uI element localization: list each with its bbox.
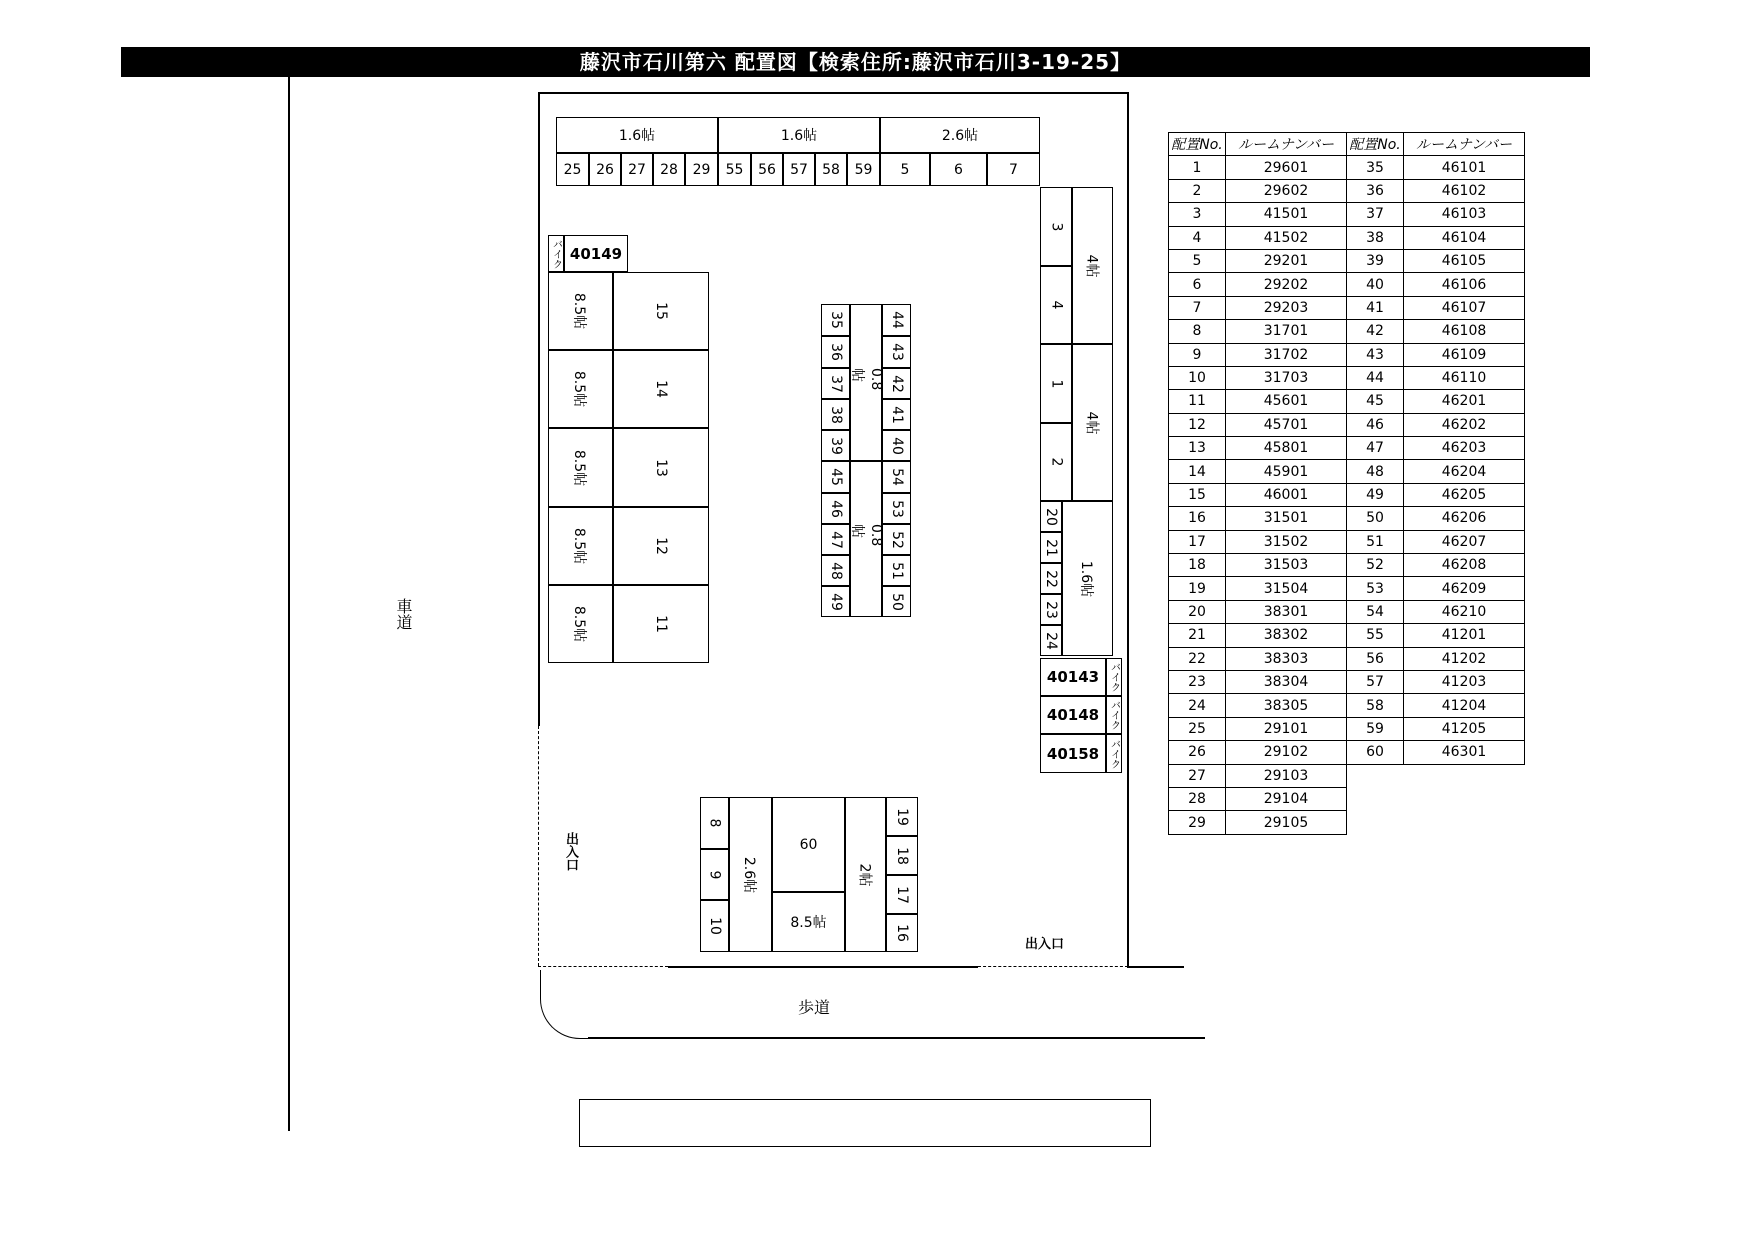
placement-no-cell: 10 bbox=[1169, 366, 1226, 389]
placement-no-cell: 11 bbox=[1169, 390, 1226, 413]
right-group-1-size: 4帖 bbox=[1072, 187, 1113, 344]
table-row bbox=[1169, 437, 1525, 460]
room-number-cell: 46106 bbox=[1404, 273, 1525, 296]
table-row bbox=[1169, 390, 1525, 413]
room-number-cell bbox=[1404, 764, 1525, 787]
bike-label-3: バイク bbox=[1106, 734, 1122, 773]
room-number-cell: 46203 bbox=[1404, 437, 1525, 460]
room-number-cell: 41204 bbox=[1404, 694, 1525, 717]
unit-1: 1 bbox=[1040, 344, 1072, 423]
room-number-cell: 29105 bbox=[1226, 811, 1347, 834]
room-number-cell: 38302 bbox=[1226, 624, 1347, 647]
table-row bbox=[1169, 764, 1525, 787]
placement-no-cell: 46 bbox=[1347, 413, 1404, 436]
table-row bbox=[1169, 811, 1525, 834]
room-number-cell: 46110 bbox=[1404, 366, 1525, 389]
table-row bbox=[1169, 670, 1525, 693]
bike-40143: 40143 bbox=[1040, 658, 1106, 696]
placement-no-cell: 7 bbox=[1169, 296, 1226, 319]
placement-no-cell: 56 bbox=[1347, 647, 1404, 670]
room-number-cell: 38304 bbox=[1226, 670, 1347, 693]
unit-28: 28 bbox=[653, 153, 685, 186]
table-row bbox=[1169, 554, 1525, 577]
table-row bbox=[1169, 226, 1525, 249]
room-number-cell: 46104 bbox=[1404, 226, 1525, 249]
unit-7: 7 bbox=[987, 153, 1040, 186]
unit-40: 40 bbox=[882, 430, 911, 461]
unit-41: 41 bbox=[882, 399, 911, 430]
room-number-cell bbox=[1404, 787, 1525, 810]
placement-no-cell: 4 bbox=[1169, 226, 1226, 249]
placement-no-cell: 12 bbox=[1169, 413, 1226, 436]
room-number-cell: 45701 bbox=[1226, 413, 1347, 436]
unit-36: 36 bbox=[821, 336, 850, 368]
placement-no-cell: 3 bbox=[1169, 203, 1226, 226]
placement-no-cell: 53 bbox=[1347, 577, 1404, 600]
bike-label-1: バイク bbox=[1106, 658, 1122, 696]
table-row bbox=[1169, 741, 1525, 764]
room-number-cell: 31703 bbox=[1226, 366, 1347, 389]
left-size-5: 8.5帖 bbox=[548, 585, 613, 663]
site-bottom-line bbox=[668, 966, 978, 968]
header-room-1: ルームナンバー bbox=[1226, 133, 1347, 156]
placement-no-cell: 18 bbox=[1169, 554, 1226, 577]
room-number-cell: 46001 bbox=[1226, 483, 1347, 506]
room-number-cell: 31502 bbox=[1226, 530, 1347, 553]
room-number-cell: 46107 bbox=[1404, 296, 1525, 319]
room-number-cell: 46201 bbox=[1404, 390, 1525, 413]
room-number-cell: 45601 bbox=[1226, 390, 1347, 413]
unit-57: 57 bbox=[783, 153, 815, 186]
table-row bbox=[1169, 787, 1525, 810]
room-number-cell bbox=[1404, 811, 1525, 834]
unit-3: 3 bbox=[1040, 187, 1072, 266]
unit-11: 11 bbox=[613, 585, 709, 663]
bike-label-left: バイク bbox=[548, 235, 564, 272]
room-number-cell: 41502 bbox=[1226, 226, 1347, 249]
table-row bbox=[1169, 624, 1525, 647]
unit-45: 45 bbox=[821, 461, 850, 493]
room-number-cell: 46204 bbox=[1404, 460, 1525, 483]
unit-43: 43 bbox=[882, 336, 911, 368]
unit-22: 22 bbox=[1040, 563, 1062, 594]
room-number-cell: 31503 bbox=[1226, 554, 1347, 577]
room-number-cell: 41202 bbox=[1404, 647, 1525, 670]
room-number-cell: 31501 bbox=[1226, 507, 1347, 530]
unit-49: 49 bbox=[821, 586, 850, 617]
placement-no-cell: 9 bbox=[1169, 343, 1226, 366]
placement-no-cell: 2 bbox=[1169, 179, 1226, 202]
room-number-cell: 41501 bbox=[1226, 203, 1347, 226]
placement-no-cell: 43 bbox=[1347, 343, 1404, 366]
room-number-cell: 41201 bbox=[1404, 624, 1525, 647]
unit-48: 48 bbox=[821, 555, 850, 586]
placement-no-cell: 39 bbox=[1347, 249, 1404, 272]
bike-40158: 40158 bbox=[1040, 734, 1106, 773]
unit-51: 51 bbox=[882, 555, 911, 586]
room-number-cell: 46205 bbox=[1404, 483, 1525, 506]
entrance-bottom: 出入口 bbox=[1025, 937, 1065, 952]
placement-no-cell: 51 bbox=[1347, 530, 1404, 553]
left-block bbox=[548, 272, 709, 663]
placement-no-cell bbox=[1347, 811, 1404, 834]
room-number-cell: 46207 bbox=[1404, 530, 1525, 553]
placement-no-cell: 59 bbox=[1347, 717, 1404, 740]
table-row bbox=[1169, 203, 1525, 226]
placement-no-cell: 49 bbox=[1347, 483, 1404, 506]
room-number-cell: 41205 bbox=[1404, 717, 1525, 740]
room-number-cell: 46102 bbox=[1404, 179, 1525, 202]
unit-44: 44 bbox=[882, 304, 911, 336]
blank-box bbox=[579, 1099, 1151, 1147]
room-number-cell: 29201 bbox=[1226, 249, 1347, 272]
unit-5: 5 bbox=[880, 153, 930, 186]
room-number-cell: 41203 bbox=[1404, 670, 1525, 693]
unit-14: 14 bbox=[613, 350, 709, 428]
bike-40149: 40149 bbox=[564, 235, 628, 272]
room-number-cell: 46209 bbox=[1404, 577, 1525, 600]
unit-59: 59 bbox=[847, 153, 880, 186]
placement-no-cell: 42 bbox=[1347, 320, 1404, 343]
table-row bbox=[1169, 179, 1525, 202]
room-number-cell: 29601 bbox=[1226, 156, 1347, 179]
unit-9: 9 bbox=[700, 849, 729, 900]
placement-no-cell: 60 bbox=[1347, 741, 1404, 764]
placement-no-cell: 19 bbox=[1169, 577, 1226, 600]
header-no-2: 配置No. bbox=[1347, 133, 1404, 156]
room-number-cell: 29203 bbox=[1226, 296, 1347, 319]
unit-21: 21 bbox=[1040, 532, 1062, 563]
room-number-cell: 46101 bbox=[1404, 156, 1525, 179]
placement-no-cell: 13 bbox=[1169, 437, 1226, 460]
unit-60: 60 bbox=[772, 797, 845, 892]
unit-60-size: 8.5帖 bbox=[772, 892, 845, 952]
sidewalk-label: 歩道 bbox=[798, 998, 831, 1017]
unit-53: 53 bbox=[882, 493, 911, 524]
placement-no-cell: 27 bbox=[1169, 764, 1226, 787]
center-lower-size: 0.8帖 bbox=[850, 461, 882, 617]
unit-52: 52 bbox=[882, 524, 911, 555]
placement-no-cell: 1 bbox=[1169, 156, 1226, 179]
page-title: 藤沢市石川第六 配置図【検索住所:藤沢市石川3-19-25】 bbox=[121, 47, 1590, 77]
room-number-cell: 46103 bbox=[1404, 203, 1525, 226]
unit-8: 8 bbox=[700, 797, 729, 849]
placement-no-cell: 29 bbox=[1169, 811, 1226, 834]
table-row bbox=[1169, 600, 1525, 623]
table-row bbox=[1169, 483, 1525, 506]
placement-no-cell: 15 bbox=[1169, 483, 1226, 506]
unit-37: 37 bbox=[821, 368, 850, 399]
placement-no-cell: 48 bbox=[1347, 460, 1404, 483]
placement-no-cell: 6 bbox=[1169, 273, 1226, 296]
road-line bbox=[288, 77, 290, 1131]
center-upper-size: 0.8帖 bbox=[850, 304, 882, 461]
unit-24: 24 bbox=[1040, 625, 1062, 656]
table-row bbox=[1169, 320, 1525, 343]
room-number-cell: 38303 bbox=[1226, 647, 1347, 670]
room-number-cell: 38305 bbox=[1226, 694, 1347, 717]
placement-no-cell: 58 bbox=[1347, 694, 1404, 717]
table-row bbox=[1169, 273, 1525, 296]
room-number-cell: 45901 bbox=[1226, 460, 1347, 483]
placement-no-cell: 23 bbox=[1169, 670, 1226, 693]
room-number-cell: 46202 bbox=[1404, 413, 1525, 436]
site-left-entrance bbox=[538, 726, 539, 966]
room-number-cell: 31702 bbox=[1226, 343, 1347, 366]
placement-no-cell: 52 bbox=[1347, 554, 1404, 577]
road-label: 車道 bbox=[394, 598, 413, 630]
room-number-cell: 29102 bbox=[1226, 741, 1347, 764]
unit-47: 47 bbox=[821, 524, 850, 555]
left-size-1: 8.5帖 bbox=[548, 272, 613, 350]
placement-no-cell: 5 bbox=[1169, 249, 1226, 272]
unit-50: 50 bbox=[882, 586, 911, 617]
table-row bbox=[1169, 366, 1525, 389]
right-group-3-size: 1.6帖 bbox=[1062, 501, 1113, 656]
placement-no-cell: 47 bbox=[1347, 437, 1404, 460]
unit-23: 23 bbox=[1040, 594, 1062, 625]
room-number-cell: 29202 bbox=[1226, 273, 1347, 296]
sidewalk-line bbox=[588, 1037, 1205, 1039]
placement-no-cell: 16 bbox=[1169, 507, 1226, 530]
placement-no-cell: 50 bbox=[1347, 507, 1404, 530]
placement-no-cell: 24 bbox=[1169, 694, 1226, 717]
site-top-line bbox=[538, 92, 1128, 94]
placement-no-cell: 26 bbox=[1169, 741, 1226, 764]
room-number-cell: 29103 bbox=[1226, 764, 1347, 787]
placement-no-cell: 57 bbox=[1347, 670, 1404, 693]
unit-35: 35 bbox=[821, 304, 850, 336]
unit-20: 20 bbox=[1040, 501, 1062, 532]
unit-12: 12 bbox=[613, 507, 709, 585]
room-number-cell: 31504 bbox=[1226, 577, 1347, 600]
placement-no-cell: 14 bbox=[1169, 460, 1226, 483]
placement-no-cell: 35 bbox=[1347, 156, 1404, 179]
table-row bbox=[1169, 507, 1525, 530]
placement-no-cell: 40 bbox=[1347, 273, 1404, 296]
room-number-cell: 46109 bbox=[1404, 343, 1525, 366]
placement-no-cell bbox=[1347, 764, 1404, 787]
unit-38: 38 bbox=[821, 399, 850, 430]
unit-19: 19 bbox=[886, 797, 918, 836]
site-bottom-entrance-right bbox=[978, 966, 1128, 967]
table-row bbox=[1169, 460, 1525, 483]
table-row bbox=[1169, 249, 1525, 272]
site-bottom-right-line bbox=[1127, 966, 1184, 968]
unit-13: 13 bbox=[613, 428, 709, 507]
unit-42: 42 bbox=[882, 368, 911, 399]
unit-55: 55 bbox=[718, 153, 751, 186]
left-size-4: 8.5帖 bbox=[548, 507, 613, 585]
bike-40148: 40148 bbox=[1040, 696, 1106, 734]
unit-2: 2 bbox=[1040, 423, 1072, 501]
placement-no-cell: 20 bbox=[1169, 600, 1226, 623]
room-number-cell: 31701 bbox=[1226, 320, 1347, 343]
placement-no-cell: 17 bbox=[1169, 530, 1226, 553]
unit-4: 4 bbox=[1040, 266, 1072, 344]
unit-6: 6 bbox=[930, 153, 987, 186]
placement-no-cell: 38 bbox=[1347, 226, 1404, 249]
table-row bbox=[1169, 413, 1525, 436]
room-number-cell: 46210 bbox=[1404, 600, 1525, 623]
unit-26: 26 bbox=[589, 153, 621, 186]
placement-no-cell: 8 bbox=[1169, 320, 1226, 343]
table-row bbox=[1169, 717, 1525, 740]
room-number-cell: 46108 bbox=[1404, 320, 1525, 343]
room-number-cell: 46301 bbox=[1404, 741, 1525, 764]
header-room-2: ルームナンバー bbox=[1404, 133, 1525, 156]
table-row bbox=[1169, 577, 1525, 600]
room-number-cell: 46206 bbox=[1404, 507, 1525, 530]
unit-27: 27 bbox=[621, 153, 653, 186]
top-group-1-size: 1.6帖 bbox=[556, 117, 718, 153]
table-row bbox=[1169, 647, 1525, 670]
top-group-2-size: 1.6帖 bbox=[718, 117, 880, 153]
unit-29: 29 bbox=[685, 153, 718, 186]
placement-no-cell: 22 bbox=[1169, 647, 1226, 670]
placement-no-cell: 36 bbox=[1347, 179, 1404, 202]
site-right-line bbox=[1127, 92, 1129, 968]
room-number-cell: 29101 bbox=[1226, 717, 1347, 740]
bottom-right-size: 2帖 bbox=[845, 797, 886, 952]
unit-25: 25 bbox=[556, 153, 589, 186]
placement-no-cell: 55 bbox=[1347, 624, 1404, 647]
unit-16: 16 bbox=[886, 914, 918, 952]
room-number-cell: 29602 bbox=[1226, 179, 1347, 202]
unit-54: 54 bbox=[882, 461, 911, 493]
placement-no-cell: 37 bbox=[1347, 203, 1404, 226]
left-size-3: 8.5帖 bbox=[548, 428, 613, 507]
table-row bbox=[1169, 343, 1525, 366]
placement-no-cell bbox=[1347, 787, 1404, 810]
right-column-block bbox=[1040, 187, 1113, 656]
bottom-left-size: 2.6帖 bbox=[729, 797, 772, 952]
bike-label-2: バイク bbox=[1106, 696, 1122, 734]
placement-no-cell: 25 bbox=[1169, 717, 1226, 740]
top-group-3-size: 2.6帖 bbox=[880, 117, 1040, 153]
placement-no-cell: 45 bbox=[1347, 390, 1404, 413]
unit-56: 56 bbox=[751, 153, 783, 186]
placement-no-cell: 54 bbox=[1347, 600, 1404, 623]
room-number-cell: 29104 bbox=[1226, 787, 1347, 810]
room-number-cell: 38301 bbox=[1226, 600, 1347, 623]
placement-no-cell: 44 bbox=[1347, 366, 1404, 389]
sidewalk-corner bbox=[540, 970, 590, 1039]
site-bottom-entrance-left bbox=[538, 966, 668, 967]
table-row bbox=[1169, 530, 1525, 553]
placement-no-cell: 21 bbox=[1169, 624, 1226, 647]
unit-46: 46 bbox=[821, 493, 850, 524]
room-number-cell: 45801 bbox=[1226, 437, 1347, 460]
unit-18: 18 bbox=[886, 836, 918, 875]
unit-15: 15 bbox=[613, 272, 709, 350]
header-no-1: 配置No. bbox=[1169, 133, 1226, 156]
table-row bbox=[1169, 694, 1525, 717]
unit-10: 10 bbox=[700, 900, 729, 952]
unit-39: 39 bbox=[821, 430, 850, 461]
entrance-left: 出入口 bbox=[563, 832, 578, 871]
table-row bbox=[1169, 156, 1525, 179]
right-group-2-size: 4帖 bbox=[1072, 344, 1113, 501]
room-number-cell: 46105 bbox=[1404, 249, 1525, 272]
room-number-cell: 46208 bbox=[1404, 554, 1525, 577]
table-row bbox=[1169, 296, 1525, 319]
placement-no-cell: 28 bbox=[1169, 787, 1226, 810]
site-left-line bbox=[538, 92, 540, 726]
unit-17: 17 bbox=[886, 875, 918, 914]
placement-no-cell: 41 bbox=[1347, 296, 1404, 319]
left-size-2: 8.5帖 bbox=[548, 350, 613, 428]
unit-58: 58 bbox=[815, 153, 847, 186]
room-table bbox=[1168, 132, 1525, 835]
